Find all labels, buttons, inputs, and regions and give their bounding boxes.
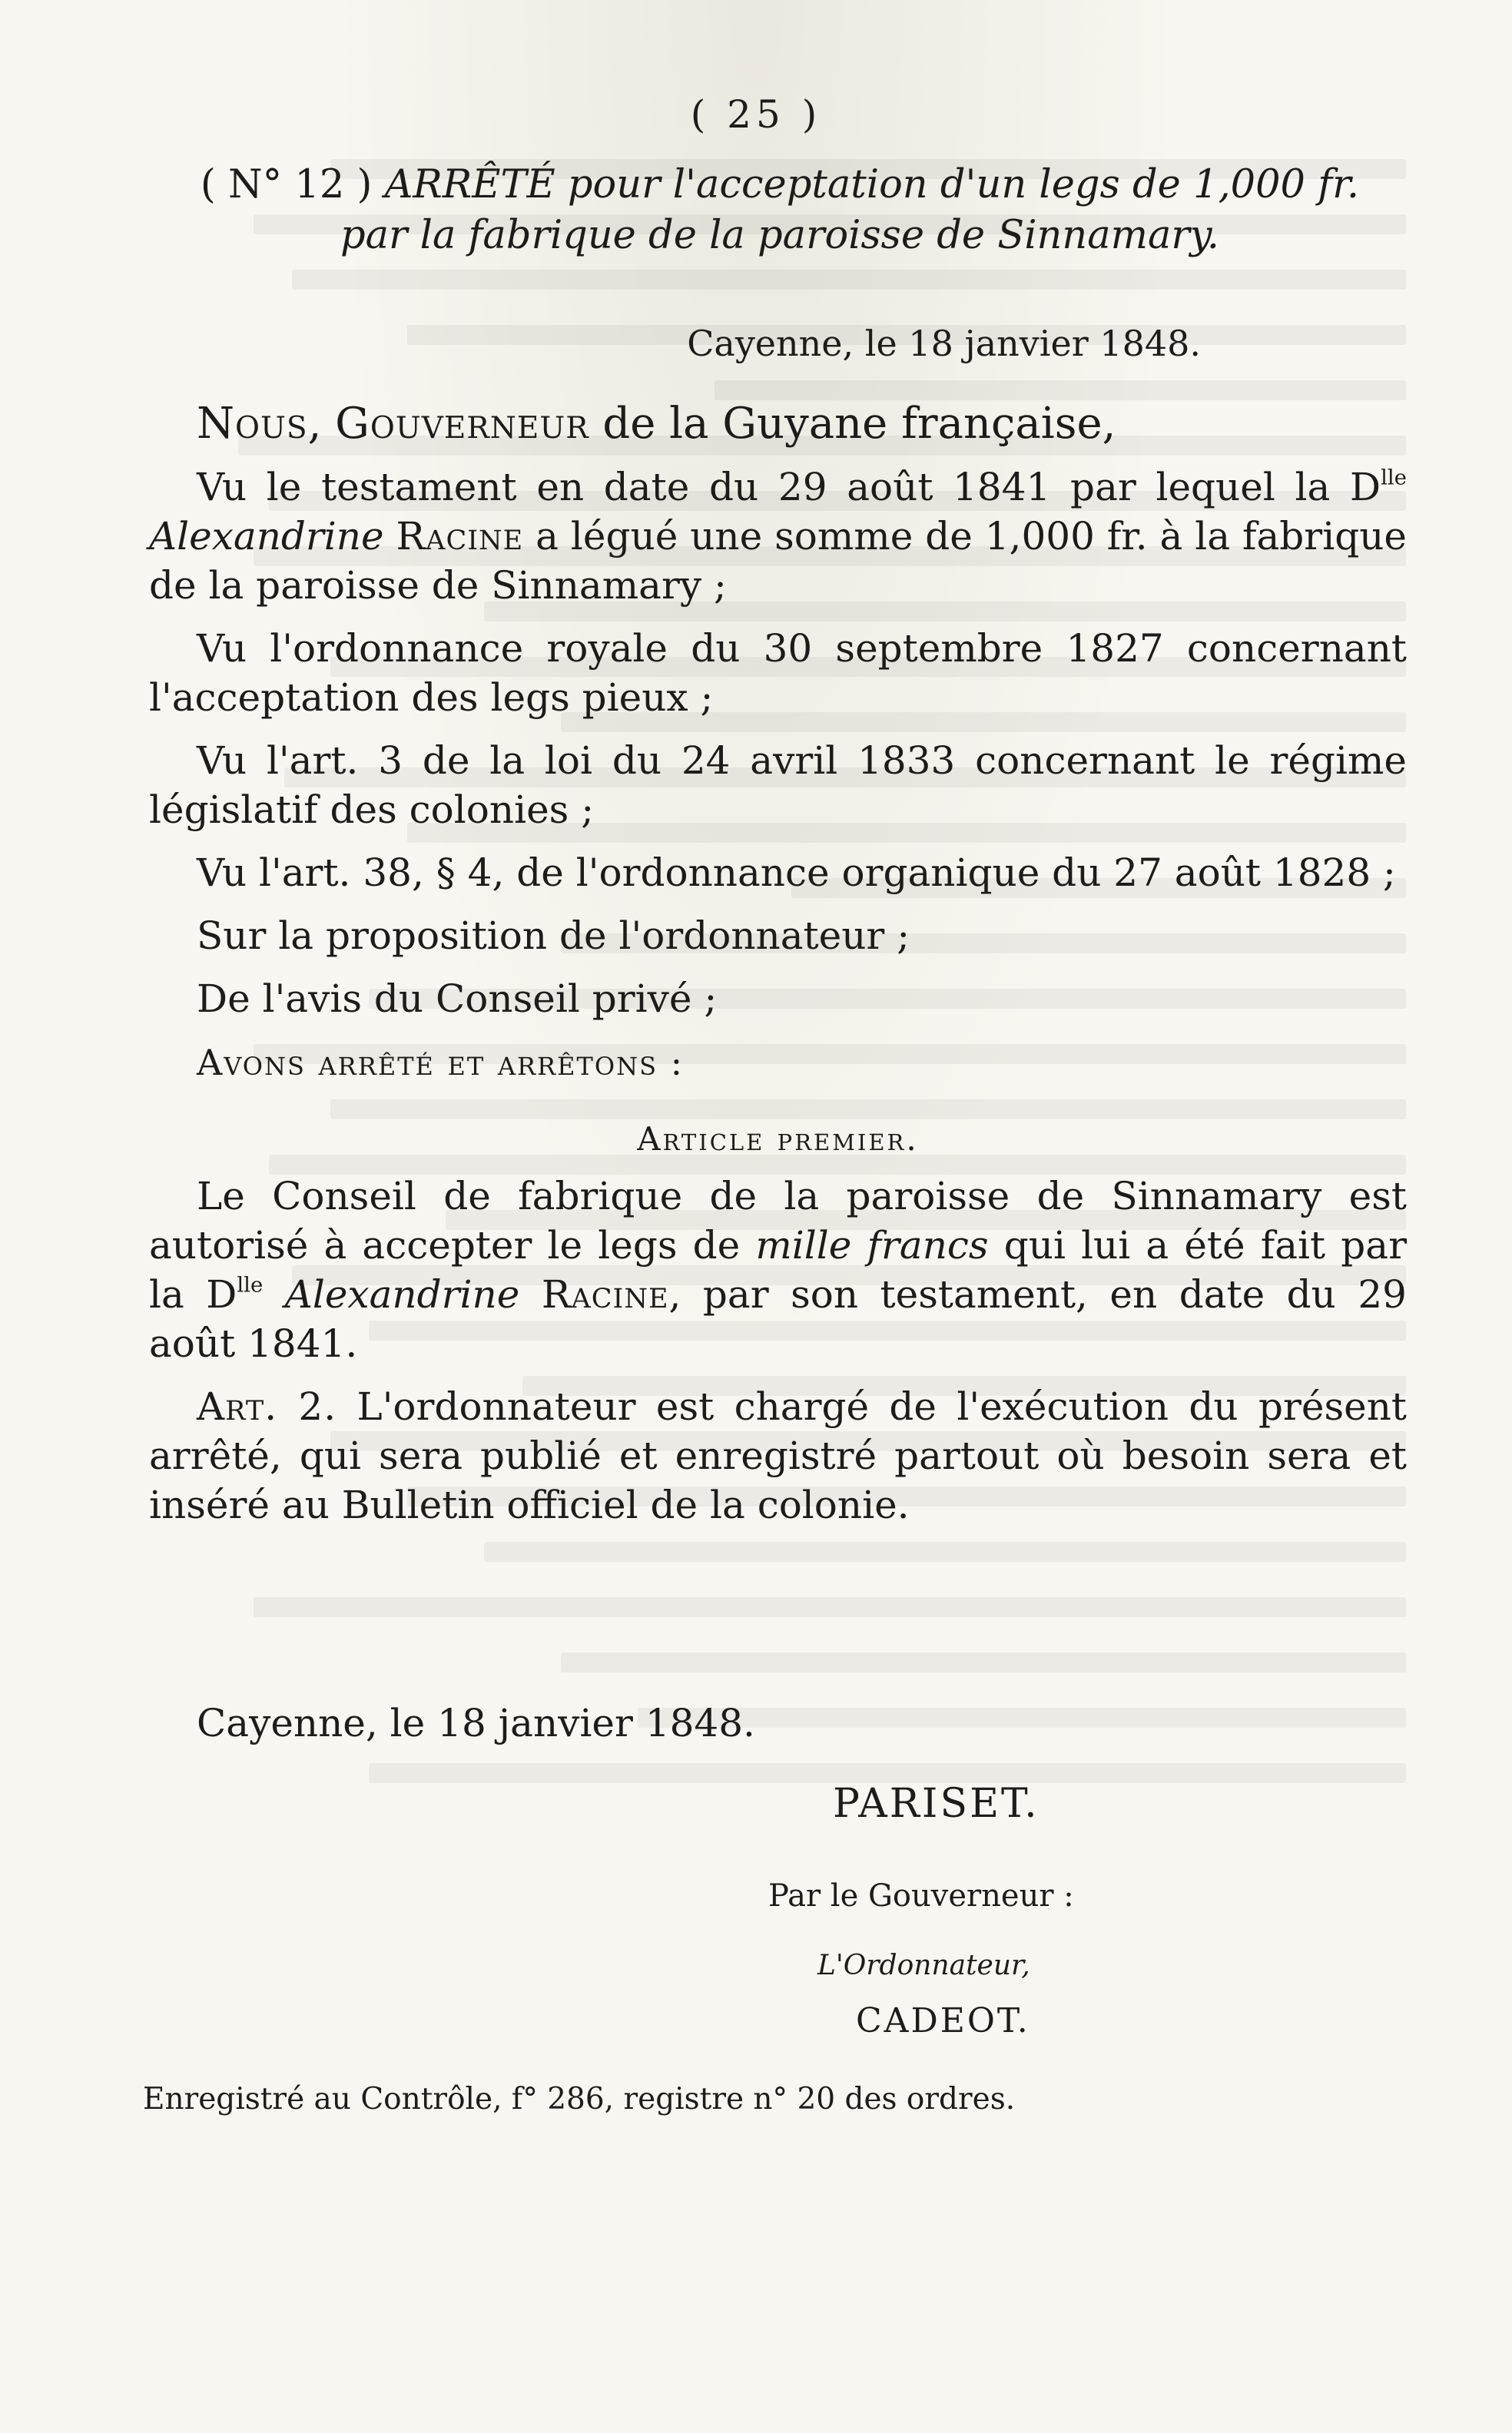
article-1-text-b: qui lui a été fait par la D	[149, 1223, 1407, 1317]
closing-date: Cayenne, le 18 janvier 1848.	[197, 1701, 755, 1745]
considerant-1	[149, 462, 1407, 610]
registry-note: Enregistré au Contrôle, f° 286, registre n° 20 des ordres.	[143, 2082, 1016, 2116]
ordonnateur-signature: CADEOT.	[856, 2001, 1030, 2040]
considerant-1-surname: Racine	[396, 514, 524, 559]
opening-rest: de la Guyane française,	[602, 399, 1116, 449]
article-2-label: Art. 2.	[197, 1384, 337, 1429]
considerant-4: Vu l'art. 38, § 4, de l'ordonnance organique du 27 août 1828 ;	[197, 850, 1396, 895]
considerant-1-sup: lle	[1381, 465, 1407, 490]
title-line-2: par la fabrique de la paroisse de Sinnamary.	[340, 213, 1219, 258]
considerant-6: De l'avis du Conseil privé ;	[197, 976, 718, 1021]
governor-signature: PARISET.	[833, 1781, 1040, 1827]
considerant-2: Vu l'ordonnance royale du 30 septembre 1827 concernant l'acceptation des legs pieux ;	[149, 626, 1407, 720]
opening-line: Nous, Gouverneur de la Guyane française,	[197, 399, 1116, 449]
considerant-5: Sur la proposition de l'ordonnateur ;	[197, 913, 910, 958]
article-1-sup: lle	[237, 1272, 264, 1298]
article-1-text-c: , par son testament, en date du 29 août 1841.	[149, 1272, 1407, 1366]
decree-body	[149, 399, 1407, 1530]
article-1-surname: Racine	[541, 1272, 669, 1317]
par-le-gouverneur: Par le Gouverneur :	[768, 1878, 1074, 1914]
document-title	[150, 160, 1410, 261]
article-2	[149, 1382, 1407, 1530]
opening-gouverneur: Gouverneur	[335, 399, 589, 449]
avons-line	[149, 1037, 1407, 1087]
avons-arrete: Avons arrêté et arrêtons :	[197, 1042, 685, 1083]
title-line-1: ARRÊTÉ pour l'acceptation d'un legs de 1,000 fr.	[384, 162, 1360, 207]
ordonnateur-role: L'Ordonnateur,	[817, 1950, 1030, 1981]
decree-number: ( N° 12 )	[200, 162, 373, 207]
dateline: Cayenne, le 18 janvier 1848.	[687, 323, 1201, 364]
article-2-text: L'ordonnateur est chargé de l'exécution du présent arrêté, qui sera publié et enregistré partout où besoin sera et inséré au Bulletin officiel de la colonie.	[149, 1384, 1407, 1527]
opening-nous: Nous	[197, 399, 308, 449]
article-1-text-a: Le Conseil de fabrique de la paroisse de Sinnamary est autorisé à accepter le legs de	[149, 1174, 1407, 1268]
page-number: ( 25 )	[690, 92, 822, 137]
article-1-name: Alexandrine	[284, 1272, 520, 1317]
article-premier-text	[149, 1172, 1407, 1368]
considerant-1-name: Alexandrine	[149, 514, 384, 559]
considerant-3: Vu l'art. 3 de la loi du 24 avril 1833 concernant le régime législatif des colonies ;	[149, 738, 1407, 832]
considerant-1-text-a: Vu le testament en date du 29 août 1841 par lequel la D	[197, 465, 1381, 509]
article-premier-heading: Article premier.	[637, 1120, 919, 1158]
considerant-1-text-b: a légué une somme de 1,000 fr. à la fabrique de la paroisse de Sinnamary ;	[149, 514, 1407, 608]
article-1-amount: mille francs	[755, 1223, 989, 1268]
